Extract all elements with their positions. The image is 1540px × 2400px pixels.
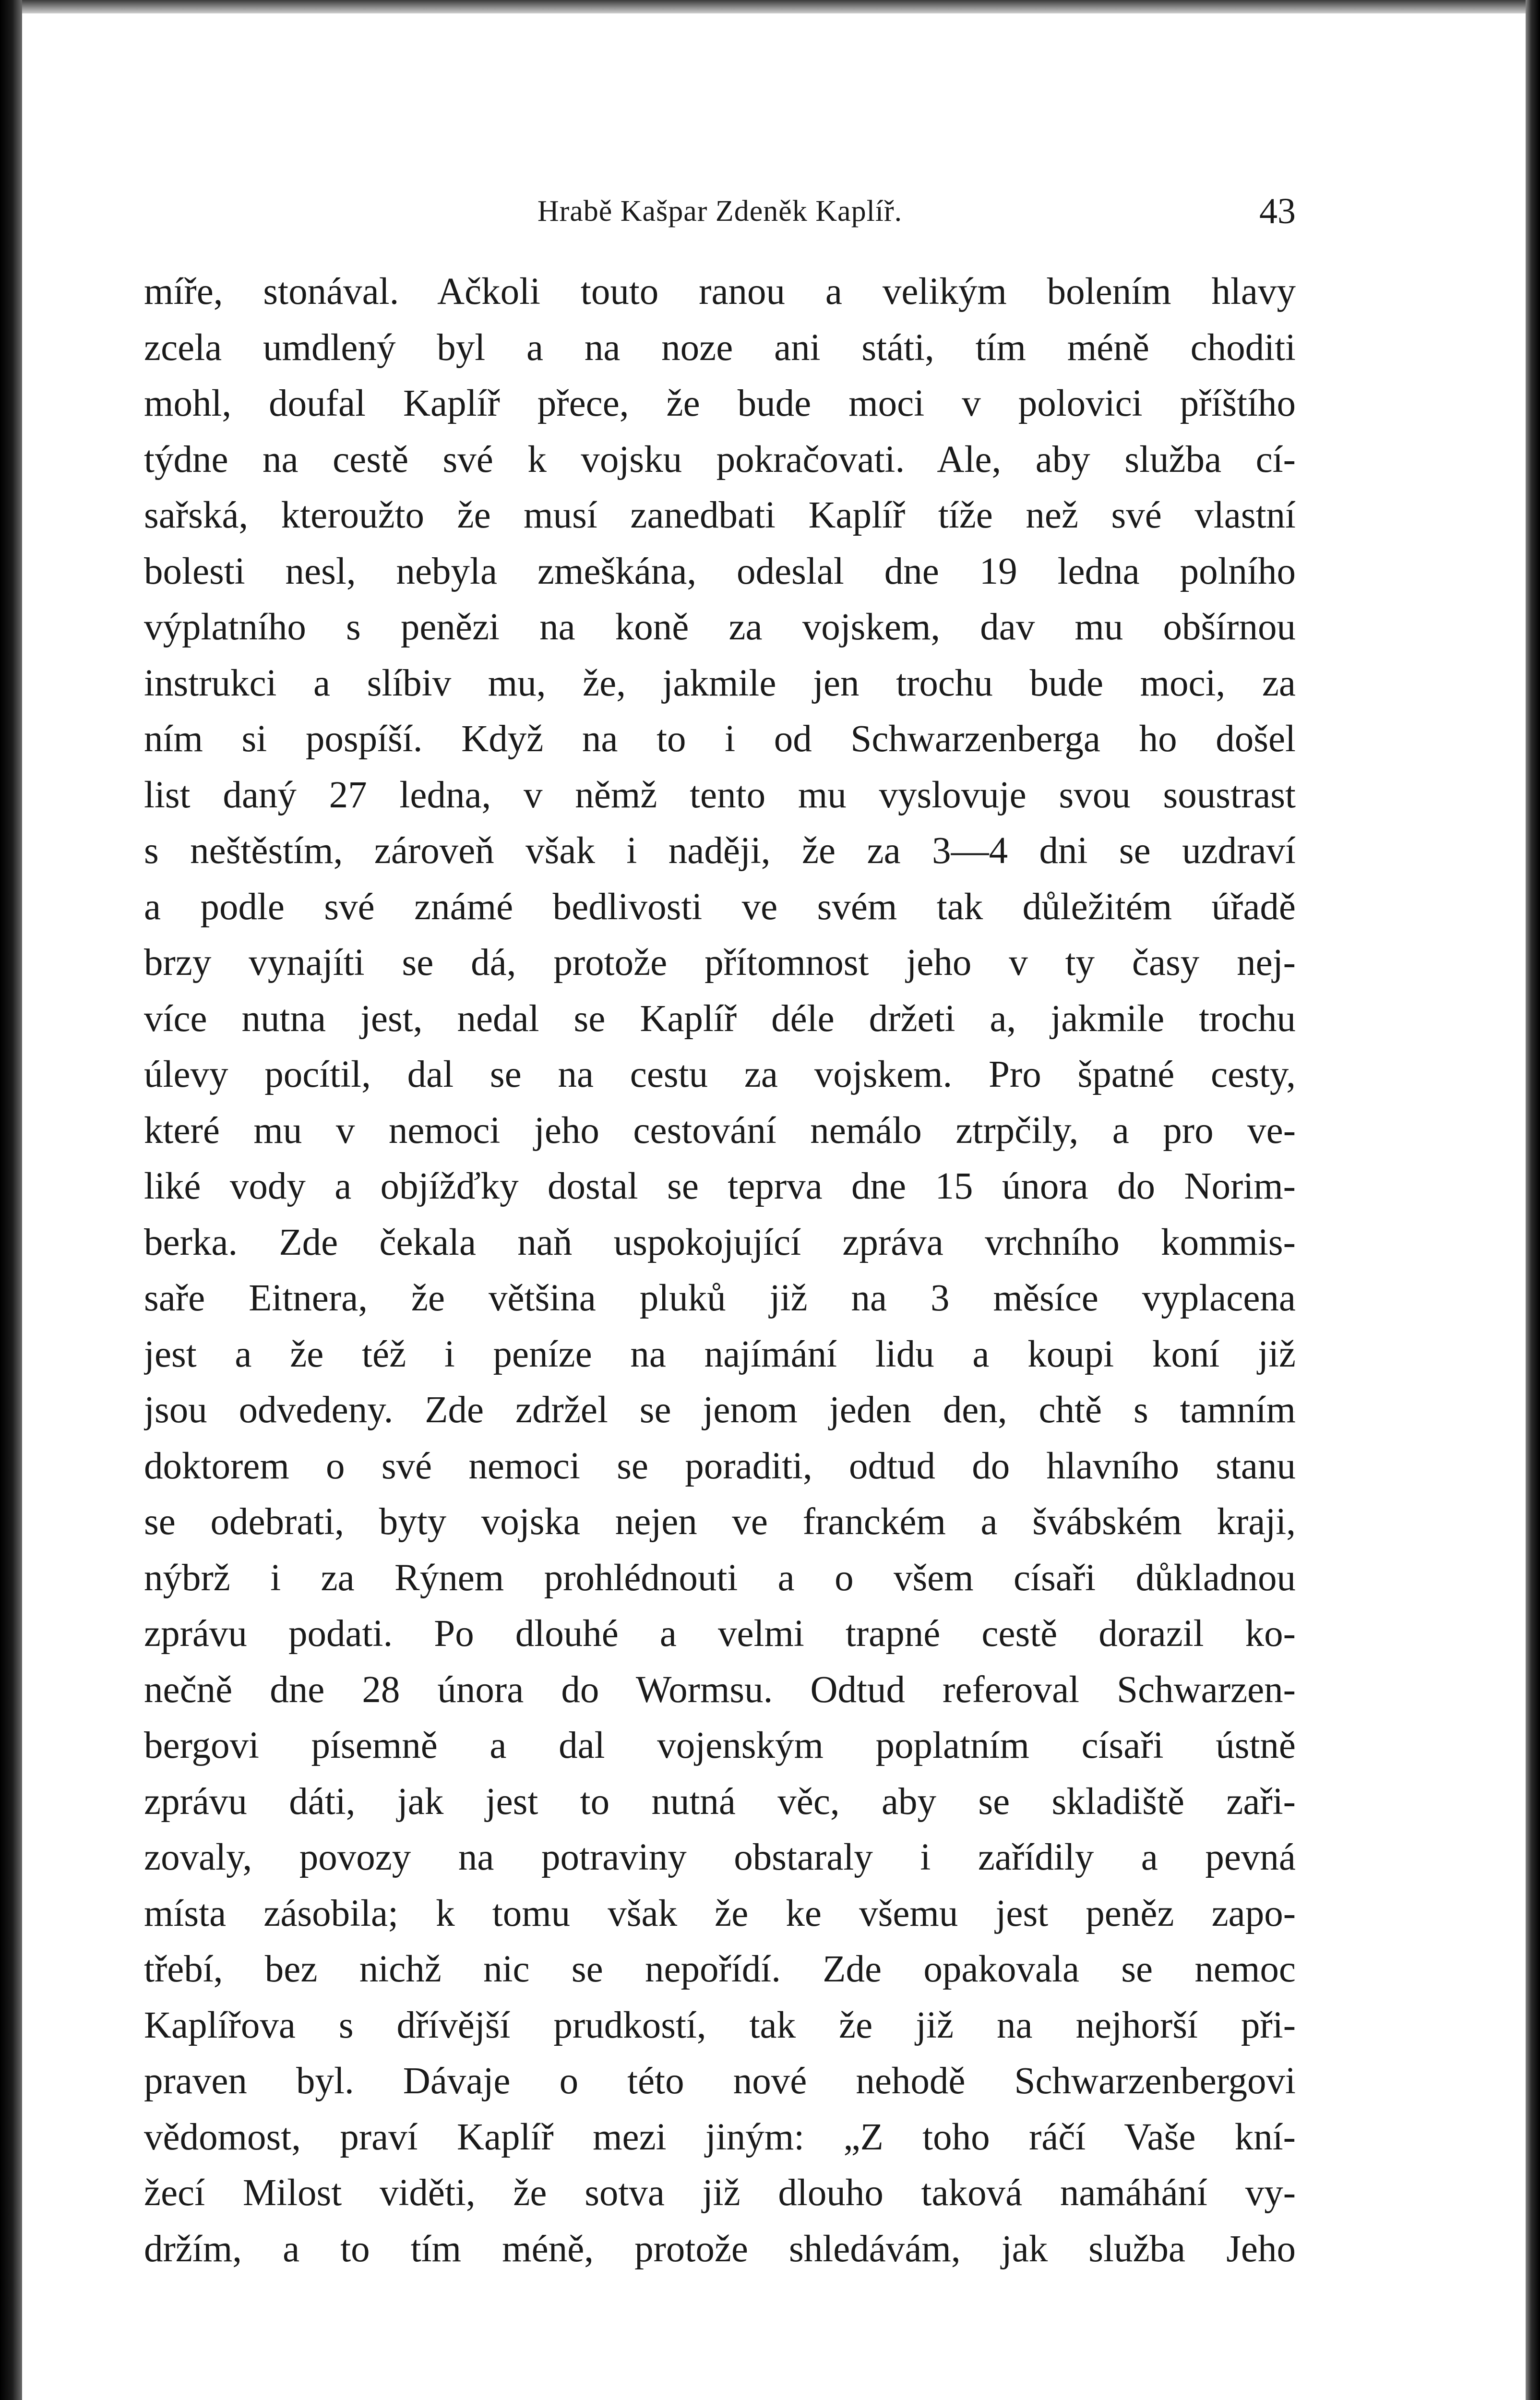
scan-edge-right <box>1526 0 1540 2400</box>
text-line-13: brzy vynajíti se dá, protože přítomnost jeho v ty časy nej- <box>144 942 1296 984</box>
body-text <box>144 264 1296 2277</box>
text-line-17: liké vody a objížďky dostal se teprva dne 15 února do Norim- <box>144 1165 1296 1207</box>
text-line-31: třebí, bez nichž nic se nepořídí. Zde opakovala se nemoc <box>144 1948 1296 1990</box>
text-line-12: a podle své známé bedlivosti ve svém tak důležitém úřadě <box>144 886 1296 928</box>
running-head <box>144 182 1296 240</box>
text-line-1: míře, stonával. Ačkoli touto ranou a velikým bolením hlavy <box>144 271 1296 312</box>
text-line-10: list daný 27 ledna, v němž tento mu vyslovuje svou soustrast <box>144 774 1296 816</box>
page-number: 43 <box>1259 191 1296 231</box>
text-line-5: sařská, kteroužto že musí zanedbati Kaplíř tíže než své vlastní <box>144 494 1296 536</box>
text-line-26: nečně dne 28 února do Wormsu. Odtud referoval Schwarzen- <box>144 1668 1296 1711</box>
text-line-11: s neštěstím, zároveň však i naději, že za 3—4 dni se uzdraví <box>144 830 1296 872</box>
text-line-15: úlevy pocítil, dal se na cestu za vojskem. Pro špatné cesty, <box>144 1054 1296 1095</box>
text-line-22: doktorem o své nemoci se poraditi, odtud do hlavního stanu <box>144 1445 1296 1487</box>
text-line-30: místa zásobila; k tomu však že ke všemu jest peněz zapo- <box>144 1892 1296 1934</box>
text-line-9: ním si pospíší. Když na to i od Schwarzenberga ho došel <box>144 718 1296 760</box>
text-line-7: výplatního s penězi na koně za vojskem, dav mu obšírnou <box>144 606 1296 648</box>
text-line-4: týdne na cestě své k vojsku pokračovati. Ale, aby služba cí- <box>144 438 1296 480</box>
text-line-6: bolesti nesl, nebyla zmeškána, odeslal dne 19 ledna polního <box>144 550 1296 592</box>
text-line-27: bergovi písemně a dal vojenským poplatním císaři ústně <box>144 1725 1296 1766</box>
text-line-36: držím, a to tím méně, protože shledávám, jak služba Jeho <box>144 2228 1296 2270</box>
running-title: Hrabě Kašpar Zdeněk Kaplíř. <box>537 195 903 228</box>
book-page <box>144 182 1296 2277</box>
scan-edge-top <box>22 0 1526 13</box>
text-line-8: instrukci a slíbiv mu, že, jakmile jen trochu bude moci, za <box>144 662 1296 704</box>
text-line-25: zprávu podati. Po dlouhé a velmi trapné cestě dorazil ko- <box>144 1613 1296 1655</box>
text-line-18: berka. Zde čekala naň uspokojující zpráva vrchního kommis- <box>144 1221 1296 1263</box>
scan-edge-left <box>0 0 22 2400</box>
text-line-29: zovaly, povozy na potraviny obstaraly i zařídily a pevná <box>144 1836 1296 1878</box>
text-line-24: nýbrž i za Rýnem prohlédnouti a o všem císaři důkladnou <box>144 1557 1296 1599</box>
text-line-16: které mu v nemoci jeho cestování nemálo ztrpčily, a pro ve- <box>144 1109 1296 1152</box>
text-line-20: jest a že též i peníze na najímání lidu a koupi koní již <box>144 1333 1296 1375</box>
text-line-14: více nutna jest, nedal se Kaplíř déle držeti a, jakmile trochu <box>144 997 1296 1040</box>
text-line-35: žecí Milost viděti, že sotva již dlouho taková namáhání vy- <box>144 2172 1296 2214</box>
text-line-28: zprávu dáti, jak jest to nutná věc, aby se skladiště zaři- <box>144 1780 1296 1823</box>
text-line-3: mohl, doufal Kaplíř přece, že bude moci v polovici příštího <box>144 383 1296 424</box>
text-line-19: saře Eitnera, že většina pluků již na 3 měsíce vyplacena <box>144 1277 1296 1319</box>
text-line-34: vědomost, praví Kaplíř mezi jiným: „Z toho ráčí Vaše kní- <box>144 2116 1296 2158</box>
text-line-21: jsou odvedeny. Zde zdržel se jenom jeden den, chtě s tamním <box>144 1389 1296 1431</box>
text-line-33: praven byl. Dávaje o této nové nehodě Schwarzenbergovi <box>144 2060 1296 2102</box>
text-line-32: Kaplířova s dřívější prudkostí, tak že již na nejhorší při- <box>144 2004 1296 2046</box>
text-line-23: se odebrati, byty vojska nejen ve franckém a švábském kraji, <box>144 1501 1296 1543</box>
text-line-2: zcela umdlený byl a na noze ani státi, tím méně choditi <box>144 326 1296 369</box>
